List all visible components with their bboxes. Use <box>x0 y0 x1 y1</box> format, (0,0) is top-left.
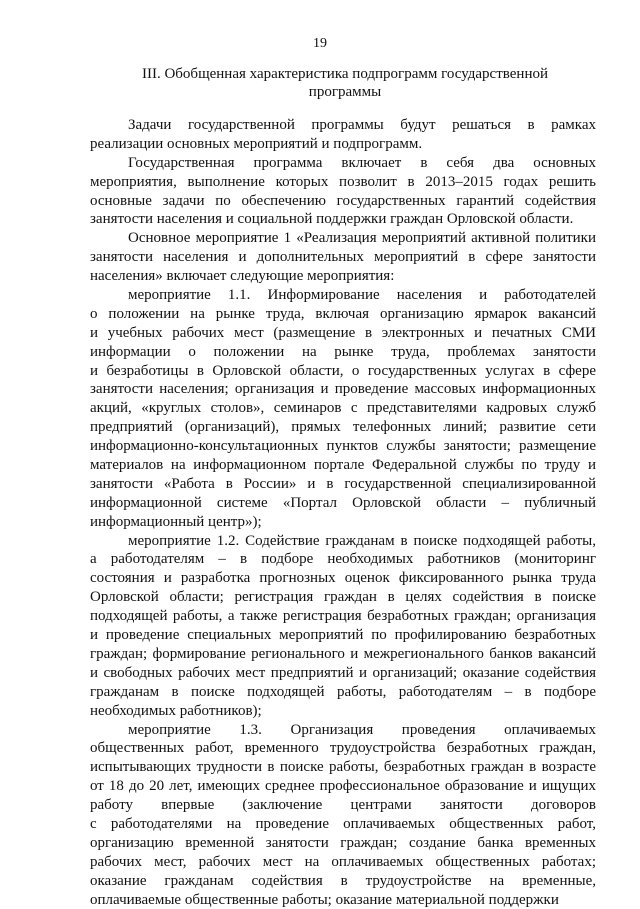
text-line: и безработицы в Орловской области, о государственных услугах в сфере <box>90 362 596 381</box>
text-line: материалов на информационном портале Федеральной службы по труду и <box>90 456 596 475</box>
text-line: Задачи государственной программы будут решаться в рамках <box>90 116 596 135</box>
paragraph <box>90 154 596 230</box>
text-line: с работодателями на проведение оплачиваемых общественных работ, <box>90 815 596 834</box>
text-line: предприятий (организаций), прямых телефонных линий; развитие сети <box>90 418 596 437</box>
text-line: Основное мероприятие 1 «Реализация мероприятий активной политики <box>90 229 596 248</box>
section-heading <box>120 66 570 101</box>
text-line: занятости населения и социальной поддержки граждан Орловской области. <box>90 210 596 229</box>
text-line: Государственная программа включает в себя два основных <box>90 154 596 173</box>
text-line: информационно-консультационных пунктов службы занятости; размещение <box>90 437 596 456</box>
text-line: населения» включает следующие мероприятия: <box>90 267 596 286</box>
text-line: организацию временной занятости граждан; создание банка временных <box>90 834 596 853</box>
text-line: гражданам в поиске подходящей работы, работодателям – в подборе <box>90 683 596 702</box>
text-line: подходящей работы, а также регистрация безработных граждан; организация <box>90 607 596 626</box>
text-line: и свободных рабочих мест предприятий и организаций; оказание содействия <box>90 664 596 683</box>
text-line: основные задачи по обеспечению государственных гарантий содействия <box>90 192 596 211</box>
text-line: занятости населения; организация и проведение массовых информационных <box>90 380 596 399</box>
text-line: мероприятия, выполнение которых позволит в 2013–2015 годах решить <box>90 173 596 192</box>
text-line: работу впервые (заключение центрами занятости договоров <box>90 796 596 815</box>
text-line: оплачиваемые общественные работы; оказание материальной поддержки <box>90 891 596 909</box>
text-line: реализации основных мероприятий и подпрограмм. <box>90 135 596 154</box>
text-line: занятости населения и дополнительных мероприятий в сфере занятости <box>90 248 596 267</box>
text-line: мероприятие 1.3. Организация проведения оплачиваемых <box>90 721 596 740</box>
text-line: информации о положении на рынке труда, проблемах занятости <box>90 343 596 362</box>
text-line: информационный центр»); <box>90 513 596 532</box>
text-line: общественных работ, временного трудоустройства безработных граждан, <box>90 739 596 758</box>
text-line: от 18 до 20 лет, имеющих среднее профессиональное образование и ищущих <box>90 777 596 796</box>
text-line: оказание гражданам содействия в трудоустройстве на временные, <box>90 872 596 891</box>
paragraph <box>90 116 596 154</box>
text-line: занятости «Работа в России» и в государственной специализированной <box>90 475 596 494</box>
paragraph <box>90 721 596 909</box>
text-line: о положении на рынке труда, включая организацию ярмарок вакансий <box>90 305 596 324</box>
text-line: акций, «круглых столов», семинаров с представителями кадровых служб <box>90 399 596 418</box>
paragraph <box>90 532 596 721</box>
text-line: испытывающих трудности в поиске работы, безработных граждан в возрасте <box>90 758 596 777</box>
text-line: мероприятие 1.2. Содействие гражданам в поиске подходящей работы, <box>90 532 596 551</box>
text-line: и проведение специальных мероприятий по профилированию безработных <box>90 626 596 645</box>
body-text <box>90 116 596 909</box>
text-line: необходимых работников); <box>90 702 596 721</box>
section-heading-line: программы <box>120 84 570 102</box>
text-line: Орловской области; регистрация граждан в целях содействия в поиске <box>90 588 596 607</box>
page-number: 19 <box>0 36 640 52</box>
paragraph <box>90 286 596 532</box>
text-line: информационной системе «Портал Орловской области – публичный <box>90 494 596 513</box>
text-line: состояния и разработка прогнозных оценок фиксированного рынка труда <box>90 569 596 588</box>
paragraph <box>90 229 596 286</box>
text-line: рабочих мест, рабочих мест на оплачиваемых общественных работах; <box>90 853 596 872</box>
text-line: мероприятие 1.1. Информирование населения и работодателей <box>90 286 596 305</box>
text-line: и учебных рабочих мест (размещение в электронных и печатных СМИ <box>90 324 596 343</box>
section-heading-line: III. Обобщенная характеристика подпрограмм государственной <box>120 66 570 84</box>
text-line: а работодателям – в подборе необходимых работников (мониторинг <box>90 550 596 569</box>
text-line: граждан; формирование регионального и межрегионального банков вакансий <box>90 645 596 664</box>
